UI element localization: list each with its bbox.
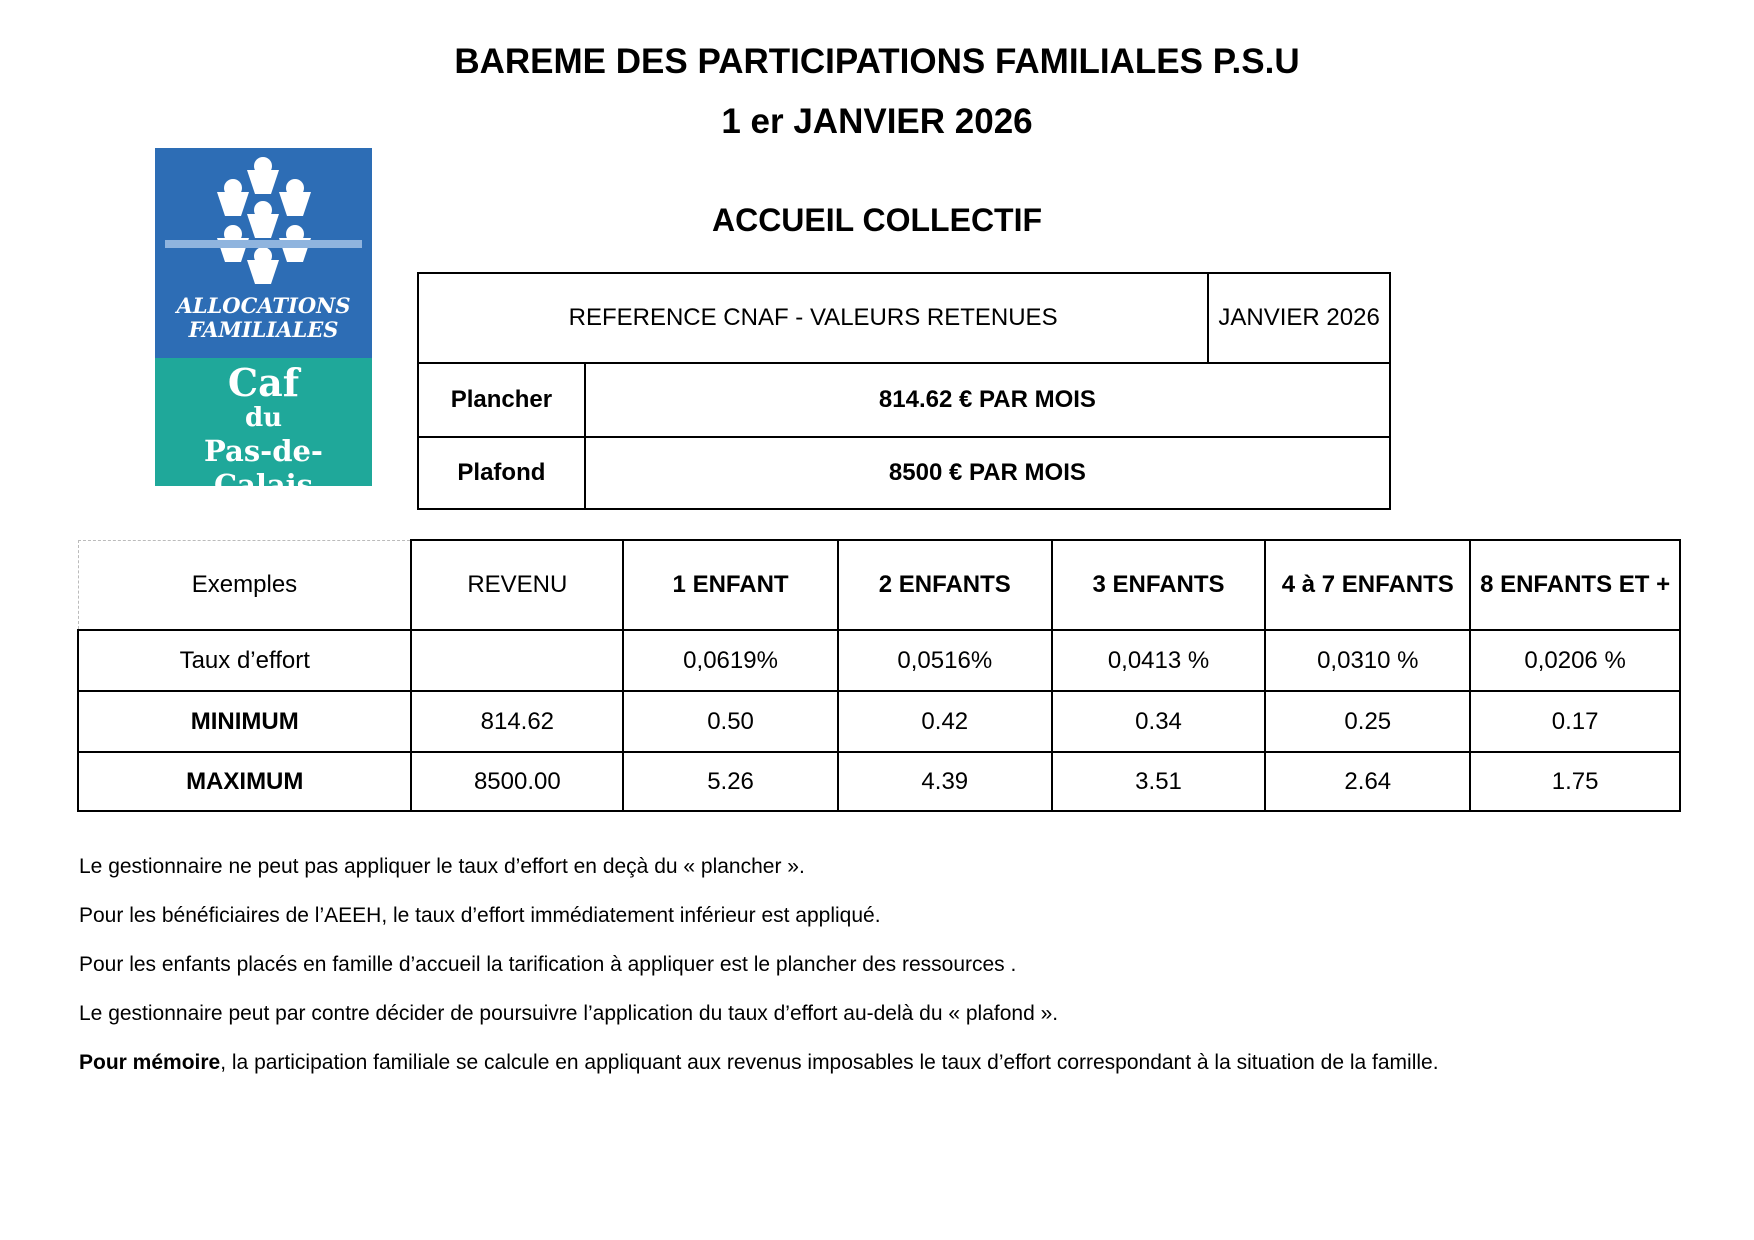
reference-table: [417, 272, 1391, 510]
row-revenu: 814.62: [411, 691, 623, 752]
note-memoire-text: , la participation familiale se calcule en appliquant aux revenus imposables le taux d’effort correspondant à la situation de la famille.: [220, 1051, 1439, 1074]
row-label: MAXIMUM: [78, 752, 411, 811]
table-row-minimum: [78, 691, 1680, 752]
plancher-label: Plancher: [418, 363, 585, 437]
cell-value: 0.25: [1265, 691, 1470, 752]
cell-value: 4.39: [838, 752, 1052, 811]
plafond-value: 8500 € PAR MOIS: [585, 437, 1390, 509]
cell-value: 0,0206 %: [1470, 630, 1680, 691]
reference-header-date: JANVIER 2026: [1208, 273, 1390, 363]
cell-value: 5.26: [623, 752, 838, 811]
cell-value: 0,0310 %: [1265, 630, 1470, 691]
header-1-enfant: 1 ENFANT: [623, 540, 838, 630]
logo-blue-panel: [155, 148, 372, 358]
caf-logo: [155, 148, 372, 502]
cell-value: 1.75: [1470, 752, 1680, 811]
page-date-title: 1 er JANVIER 2026: [721, 102, 1033, 141]
examples-header-row: [78, 540, 1680, 630]
header-exemples: Exemples: [78, 540, 411, 630]
row-revenu: 8500.00: [411, 752, 623, 811]
note-famille-accueil: Pour les enfants placés en famille d’accueil la tarification à appliquer est le plancher des ressources .: [79, 953, 1017, 976]
cell-value: 3.51: [1052, 752, 1266, 811]
row-label: Taux d’effort: [78, 630, 411, 691]
table-row-maximum: [78, 752, 1680, 811]
examples-table: [77, 539, 1681, 812]
cell-value: 0.42: [838, 691, 1052, 752]
plafond-label: Plafond: [418, 437, 585, 509]
note-plancher: Le gestionnaire ne peut pas appliquer le taux d’effort en deçà du « plancher ».: [79, 855, 805, 878]
page-title: BAREME DES PARTICIPATIONS FAMILIALES P.S.U: [454, 42, 1300, 81]
header-2-enfants: 2 ENFANTS: [838, 540, 1052, 630]
reference-row: [418, 363, 1390, 437]
logo-text-region: Pas-de-Calais: [204, 434, 323, 502]
row-label: MINIMUM: [78, 691, 411, 752]
note-memoire-bold: Pour mémoire: [79, 1051, 221, 1074]
note-memoire: [79, 1051, 1699, 1074]
cell-value: 0.17: [1470, 691, 1680, 752]
logo-text-allocations: ALLOCATIONS: [176, 293, 351, 318]
cell-value: 2.64: [1265, 752, 1470, 811]
header-revenu: REVENU: [411, 540, 623, 630]
reference-header-row: [418, 273, 1390, 363]
header-3-enfants: 3 ENFANTS: [1052, 540, 1266, 630]
section-title: ACCUEIL COLLECTIF: [711, 202, 1043, 238]
note-aeeh: Pour les bénéficiaires de l’AEEH, le taux d’effort immédiatement inférieur est appliqué.: [79, 904, 881, 927]
row-revenu: [411, 630, 623, 691]
cell-value: 0.50: [623, 691, 838, 752]
cell-value: 0,0619%: [623, 630, 838, 691]
logo-text-familiales: FAMILIALES: [188, 317, 339, 342]
logo-text-caf: Caf: [227, 360, 300, 405]
cell-value: 0,0413 %: [1052, 630, 1266, 691]
logo-stripe: [165, 240, 362, 248]
header-4-7-enfants: 4 à 7 ENFANTS: [1265, 540, 1470, 630]
plancher-value: 814.62 € PAR MOIS: [585, 363, 1390, 437]
notes-section: [79, 855, 1699, 1100]
family-figures-icon: [155, 148, 372, 288]
cell-value: 0,0516%: [838, 630, 1052, 691]
reference-header-label: REFERENCE CNAF - VALEURS RETENUES: [418, 273, 1208, 363]
table-row-taux: [78, 630, 1680, 691]
logo-text-du: du: [244, 403, 283, 433]
logo-teal-panel: [155, 358, 372, 502]
header-8-enfants: 8 ENFANTS ET +: [1470, 540, 1680, 630]
note-plafond: Le gestionnaire peut par contre décider de poursuivre l’application du taux d’effort au-delà du « plafond ».: [79, 1002, 1059, 1025]
cell-value: 0.34: [1052, 691, 1266, 752]
reference-row: [418, 437, 1390, 509]
